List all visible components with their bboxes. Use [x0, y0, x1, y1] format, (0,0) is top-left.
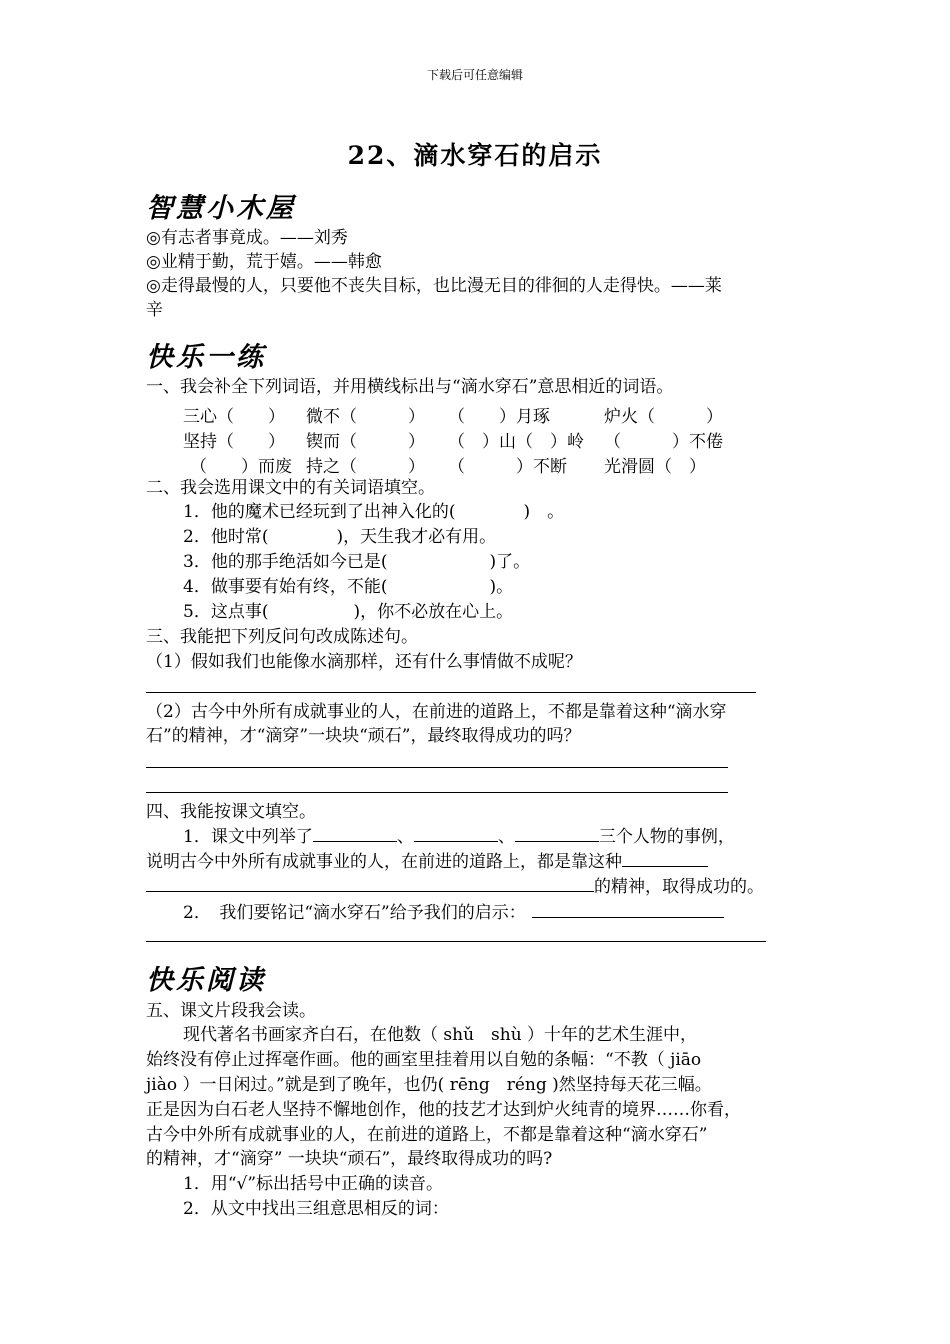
- word-blank[interactable]: 锲而（ ）: [306, 432, 425, 452]
- blank-line[interactable]: [146, 874, 594, 892]
- reading-paragraph-line: 正是因为白石老人坚持不懈地创作，他的技艺才达到炉火纯青的境界……你看，: [146, 1100, 741, 1120]
- word-blank[interactable]: 持之（ ）: [306, 457, 425, 477]
- reading-paragraph-line: jiào ）一日闲过。”就是到了晚年，也仍( rēng réng )然坚持每天花三幅。: [146, 1075, 712, 1095]
- word-blank[interactable]: 光滑圆（ ）: [604, 457, 706, 477]
- question-4-item-1: 1．课文中列举了 、 、 三个人物的事例，: [183, 824, 735, 849]
- reading-paragraph-line: 的精神，才“滴穿” 一块块“顽石”，最终取得成功的吗?: [146, 1149, 553, 1169]
- blank-line[interactable]: [313, 824, 397, 842]
- question-3-item-1: （1）假如我们也能像水滴那样，还有什么事情做不成呢？: [146, 652, 582, 672]
- question-4-item-1-cont: 说明古今中外所有成就事业的人，在前进的道路上，都是靠这种: [146, 849, 708, 874]
- fill-item[interactable]: 5．这点事( )，你不必放在心上。: [183, 602, 514, 622]
- answer-line[interactable]: [146, 792, 728, 793]
- reading-paragraph-line: 现代著名书画家齐白石，在他数（ shǔ shù ）十年的艺术生涯中，: [183, 1025, 698, 1045]
- word-blank[interactable]: （ ）山（ ）岭: [448, 432, 584, 452]
- question-4-item-2: 2． 我们要铭记“滴水穿石”给予我们的启示：: [183, 900, 724, 925]
- quote-line: ◎业精于勤，荒于嬉。——韩愈: [146, 252, 382, 272]
- question-1-prompt: 一、我会补全下列词语，并用横线标出与“滴水穿石”意思相近的词语。: [146, 377, 674, 397]
- section-heading-practice: 快乐一练: [146, 342, 266, 373]
- fill-item[interactable]: 1．他的魔术已经玩到了出神入化的( ) 。: [183, 502, 565, 522]
- section-heading-reading: 快乐阅读: [146, 965, 266, 996]
- question-4-item-1-end: 的精神，取得成功的。: [146, 874, 764, 899]
- question-3-item-2-cont: 石”的精神，才“滴穿”一块块“顽石”，最终取得成功的吗？: [146, 726, 581, 746]
- word-blank[interactable]: （ ）不倦: [604, 432, 723, 452]
- page-title: 22、滴水穿石的启示: [347, 141, 603, 170]
- blank-line[interactable]: [414, 824, 498, 842]
- question-3-item-2: （2）古今中外所有成就事业的人，在前进的道路上，不都是靠着这种“滴水穿: [146, 702, 727, 722]
- word-blank[interactable]: 三心（ ）: [183, 407, 285, 427]
- section-heading-wisdom: 智慧小木屋: [146, 193, 296, 224]
- quote-line: ◎走得最慢的人，只要他不丧失目标，也比漫无目的徘徊的人走得快。——莱: [146, 276, 722, 296]
- reading-paragraph-line: 古今中外所有成就事业的人，在前进的道路上，不都是靠着这种“滴水穿石”: [146, 1125, 708, 1145]
- quote-line: ◎有志者事竟成。——刘秀: [146, 228, 348, 248]
- blank-line[interactable]: [532, 900, 724, 918]
- question-3-prompt: 三、我能把下列反问句改成陈述句。: [146, 627, 418, 647]
- answer-line[interactable]: [146, 767, 728, 768]
- blank-line[interactable]: [622, 849, 708, 867]
- reading-task: 2．从文中找出三组意思相反的词：: [183, 1199, 449, 1219]
- reading-task: 1．用“√”标出括号中正确的读音。: [183, 1174, 444, 1194]
- quote-line: 辛: [146, 300, 163, 320]
- answer-line[interactable]: [146, 941, 766, 942]
- question-4-prompt: 四、我能按课文填空。: [146, 802, 316, 822]
- fill-item[interactable]: 3．他的那手绝活如今已是( )了。: [183, 552, 531, 572]
- reading-paragraph-line: 始终没有停止过挥毫作画。他的画室里挂着用以自勉的条幅：“不教（ jiāo: [146, 1050, 702, 1070]
- fill-item[interactable]: 4．做事要有始有终，不能( )。: [183, 577, 514, 597]
- question-2-prompt: 二、我会选用课文中的有关词语填空。: [146, 478, 435, 498]
- question-5-prompt: 五、课文片段我会读。: [146, 1001, 316, 1021]
- word-blank[interactable]: （ ）而废: [190, 457, 292, 477]
- blank-line[interactable]: [515, 824, 599, 842]
- answer-line[interactable]: [146, 692, 756, 693]
- word-blank[interactable]: 炉火（ ）: [604, 407, 723, 427]
- word-blank[interactable]: 坚持（ ）: [183, 432, 285, 452]
- word-blank[interactable]: 微不（ ）: [306, 407, 425, 427]
- page-header-note: 下载后可任意编辑: [426, 68, 523, 82]
- word-blank[interactable]: （ ）不断: [448, 457, 567, 477]
- fill-item[interactable]: 2．他时常( )，天生我才必有用。: [183, 527, 497, 547]
- word-blank[interactable]: （ ）月琢: [448, 407, 550, 427]
